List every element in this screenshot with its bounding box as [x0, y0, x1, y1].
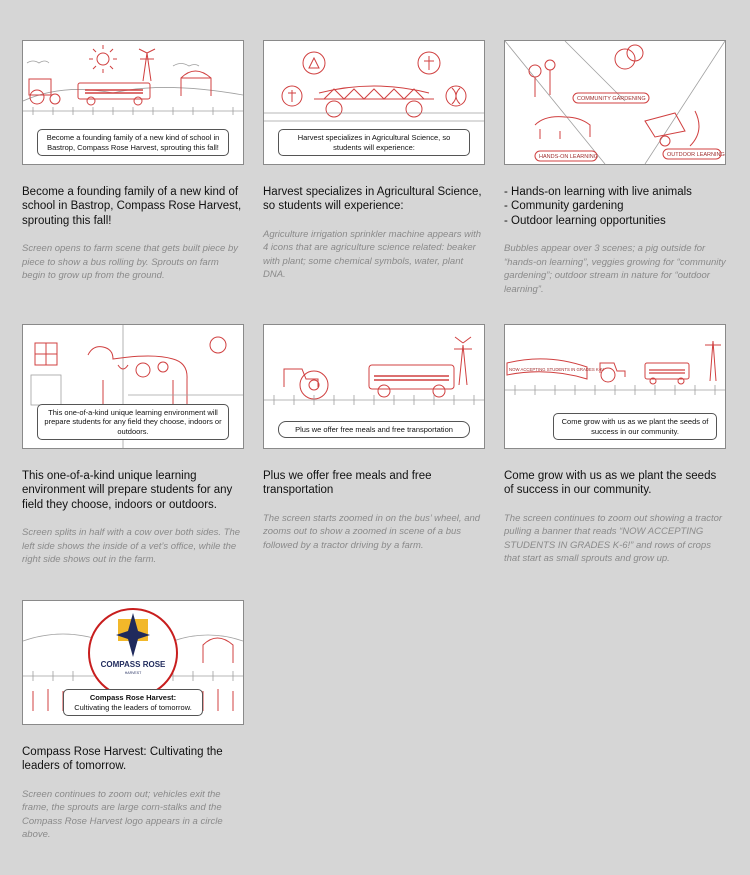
- panel-4-frame: [22, 324, 244, 449]
- panel-2-description: Agriculture irrigation sprinkler machine appears with 4 icons that are agriculture science related: beaker with plant; some chemical symbols, water, plant DNA.: [263, 228, 482, 281]
- scene-label-hands-on-learning: HANDS-ON LEARNING: [539, 154, 598, 160]
- panel-5-frame: [263, 324, 485, 449]
- storyboard-panel-7: [22, 600, 244, 842]
- storyboard-panel-2: [263, 40, 485, 282]
- caption-title: Compass Rose Harvest:: [89, 693, 177, 703]
- storyboard-panel-4: [22, 324, 244, 567]
- panel-1-headline: Become a founding family of a new kind of school in Bastrop, Compass Rose Harvest, sprouting this fall!: [22, 186, 242, 227]
- bullet-item: - Hands-on learning with live animals: [504, 185, 726, 199]
- panel-5-headline: Plus we offer free meals and free transportation: [263, 470, 432, 497]
- logo-sub-text: HARVEST: [124, 671, 142, 675]
- panel-2-headline: Harvest specializes in Agricultural Science, so students will experience:: [263, 186, 482, 213]
- panel-7-headline: Compass Rose Harvest: Cultivating the leaders of tomorrow.: [22, 746, 223, 773]
- panel-3-frame: [504, 40, 726, 165]
- scene-label-outdoor-learning: OUTDOOR LEARNING: [667, 152, 725, 158]
- panel-2-caption: Harvest specializes in Agricultural Science, so students will experience:: [278, 129, 470, 156]
- storyboard-panel-1: [22, 40, 244, 283]
- panel-6-headline: Come grow with us as we plant the seeds of success in our community.: [504, 470, 717, 497]
- panel-5-description: The screen starts zoomed in on the bus’ wheel, and zooms out to show a zoomed in scene of a bus followed by a tractor driving by a farm.: [263, 512, 481, 551]
- panel-6-frame: [504, 324, 726, 449]
- three-scene-sketch: [505, 41, 725, 164]
- bullet-item: - Outdoor learning opportunities: [504, 214, 726, 228]
- panel-3-bullets: [504, 185, 726, 228]
- scene-label-community-gardening: COMMUNITY GARDENING: [577, 96, 646, 102]
- panel-7-frame: [22, 600, 244, 725]
- panel-7-caption: [63, 689, 203, 716]
- caption-subtitle: Cultivating the leaders of tomorrow.: [74, 702, 192, 712]
- tractor-banner-text: NOW ACCEPTING STUDENTS IN GRADES K-6!: [509, 367, 604, 372]
- panel-4-description: Screen splits in half with a cow over both sides. The left side shows the inside of a vet’s office, while the right side shows out in the farm.: [22, 527, 241, 566]
- panel-7-description: Screen continues to zoom out; vehicles exit the frame, the sprouts are large corn-stalks and the Compass Rose Harvest logo appears in a circle above.: [22, 788, 223, 841]
- panel-5-caption: Plus we offer free meals and free transportation: [278, 421, 470, 438]
- panel-2-frame: [263, 40, 485, 165]
- logo-text: COMPASS ROSE: [100, 660, 166, 669]
- storyboard-panel-6: [504, 324, 726, 566]
- panel-1-description: Screen opens to farm scene that gets built piece by piece to show a bus rolling by. Sprouts on farm begin to grow up from the ground.: [22, 243, 238, 282]
- panel-6-description: The screen continues to zoom out showing a tractor pulling a banner that reads “NOW ACCEPTING STUDENTS IN GRADES K-6!” and rows of crops that start as small sprouts and grow up.: [504, 512, 723, 565]
- panel-4-headline: This one-of-a-kind unique learning environment will prepare students for any field they choose, indoors or outdoors.: [22, 470, 233, 511]
- panel-6-caption: Come grow with us as we plant the seeds of success in our community.: [553, 413, 717, 440]
- bullet-item: - Community gardening: [504, 199, 726, 213]
- panel-3-description: Bubbles appear over 3 scenes; a pig outside for “hands-on learning”, veggies growing for “community gardening”; outdoor stream in nature for “outdoor learning”.: [504, 243, 726, 295]
- storyboard-panel-5: [263, 324, 485, 552]
- storyboard-panel-3: [504, 40, 726, 296]
- panel-4-caption: This one-of-a-kind unique learning environment will prepare students for any field they choose, indoors or outdoors.: [37, 404, 229, 440]
- panel-1-frame: [22, 40, 244, 165]
- panel-1-caption: Become a founding family of a new kind of school in Bastrop, Compass Rose Harvest, sprouting this fall!: [37, 129, 229, 156]
